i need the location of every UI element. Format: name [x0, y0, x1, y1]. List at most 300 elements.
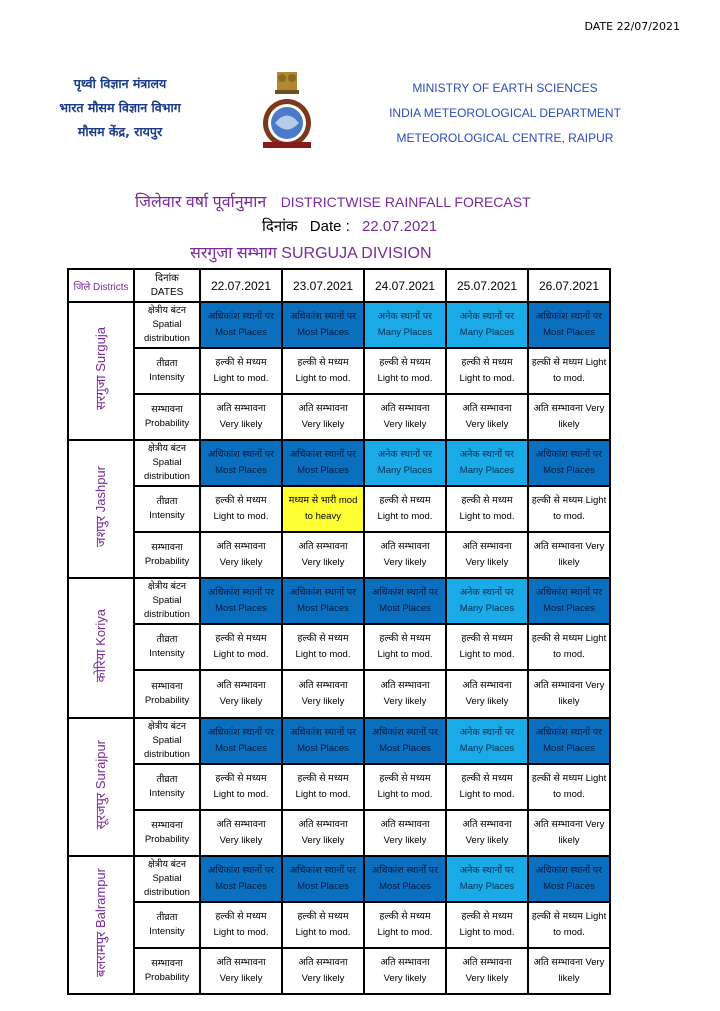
district-name-cell	[68, 718, 134, 856]
row-label-line: सम्भावना	[151, 404, 183, 415]
probability-text-en: Very likely	[301, 557, 345, 568]
district-name-cell	[68, 856, 134, 994]
intensity-cell	[446, 486, 528, 532]
dates-header-english: DATES	[150, 286, 184, 298]
spatial-text-hi: अनेक स्थानों पर	[377, 311, 433, 322]
spatial-text-en: Most Places	[297, 327, 349, 338]
row-label-line: सम्भावना	[151, 958, 183, 969]
row-label-spatial	[134, 302, 200, 348]
spatial-text-hi: अधिकांश स्थानों पर	[207, 311, 275, 322]
row-label-line: तीव्रता	[156, 358, 178, 369]
spatial-text-en: Many Places	[377, 327, 433, 338]
row-label-line: Intensity	[149, 926, 185, 937]
intensity-cell	[200, 764, 282, 810]
intensity-cell	[528, 764, 610, 810]
date-label: Date :	[309, 218, 350, 235]
probability-cell	[282, 394, 364, 440]
probability-cell	[446, 670, 528, 718]
spatial-text-hi: अधिकांश स्थानों पर	[289, 587, 357, 598]
spatial-cell	[200, 302, 282, 348]
row-label-line: distribution	[144, 749, 190, 760]
english-line-department: INDIA METEOROLOGICAL DEPARTMENT	[389, 106, 621, 120]
spatial-text-en: Most Places	[379, 881, 431, 892]
date-value: 22.07.2021	[361, 218, 438, 235]
probability-text-en: Very likely	[465, 973, 509, 984]
probability-text-hi: अति सम्भावना	[216, 957, 266, 968]
row-label-spatial	[134, 718, 200, 764]
intensity-text-hi: हल्की से मध्यम	[215, 911, 267, 922]
row-label-line: Spatial	[152, 735, 182, 746]
imd-emblem-icon	[255, 68, 319, 150]
probability-text-hi: अति सम्भावना	[462, 541, 512, 552]
spatial-text-en: Most Places	[543, 603, 595, 614]
intensity-text-en: to mod.	[553, 373, 585, 384]
intensity-text-en: Light to mod.	[459, 927, 515, 938]
spatial-text-hi: अधिकांश स्थानों पर	[207, 727, 275, 738]
row-label-line: तीव्रता	[156, 496, 178, 507]
district-name: जशपुर Jashpur	[93, 465, 108, 548]
spatial-cell	[364, 440, 446, 486]
probability-cell	[282, 532, 364, 578]
spatial-cell	[446, 718, 528, 764]
probability-cell	[364, 670, 446, 718]
spatial-text-hi: अधिकांश स्थानों पर	[371, 865, 439, 876]
spatial-text-hi: अधिकांश स्थानों पर	[207, 449, 275, 460]
intensity-text-hi: हल्की से मध्यम	[215, 633, 267, 644]
probability-text-hi: अति सम्भावना	[462, 680, 512, 691]
spatial-cell	[364, 578, 446, 624]
probability-cell	[200, 532, 282, 578]
spatial-text-hi: अधिकांश स्थानों पर	[535, 727, 603, 738]
row-label-line: सम्भावना	[151, 681, 183, 692]
intensity-cell	[282, 624, 364, 670]
spatial-text-hi: अधिकांश स्थानों पर	[207, 587, 275, 598]
intensity-cell	[528, 624, 610, 670]
dates-header-hindi: दिनांक	[155, 272, 179, 284]
intensity-text-hi: हल्की से मध्यम	[461, 495, 513, 506]
spatial-text-en: Most Places	[297, 881, 349, 892]
hindi-line-ministry: पृथ्वी विज्ञान मंत्रालय	[73, 76, 167, 91]
intensity-text-hi: हल्की से मध्यम	[215, 495, 267, 506]
intensity-cell	[364, 764, 446, 810]
intensity-cell	[528, 902, 610, 948]
intensity-text-en: Light to mod.	[459, 649, 515, 660]
row-label-line: distribution	[144, 471, 190, 482]
row-label-intensity	[134, 902, 200, 948]
probability-text-hi: अति सम्भावना	[216, 680, 266, 691]
report-date: DATE 22/07/2021	[584, 20, 680, 33]
districts-header: जिले Districts	[68, 269, 134, 302]
probability-text-hi: अति सम्भावना	[216, 541, 266, 552]
probability-text-hi: अति सम्भावना Very	[533, 680, 605, 691]
forecast-row-intensity	[68, 486, 610, 532]
hindi-line-department: भारत मौसम विज्ञान विभाग	[59, 100, 181, 115]
spatial-text-en: Most Places	[543, 465, 595, 476]
row-label-line: तीव्रता	[156, 774, 178, 785]
forecast-row-intensity	[68, 902, 610, 948]
intensity-cell	[200, 902, 282, 948]
spatial-cell	[528, 718, 610, 764]
intensity-cell	[528, 486, 610, 532]
probability-text-hi: अति सम्भावना	[462, 819, 512, 830]
probability-text-hi: अति सम्भावना Very	[533, 403, 605, 414]
spatial-cell	[528, 440, 610, 486]
spatial-text-en: Most Places	[215, 881, 267, 892]
intensity-text-hi: हल्की से मध्यम Light	[531, 773, 607, 784]
probability-text-hi: अति सम्भावना	[462, 957, 512, 968]
spatial-text-hi: अधिकांश स्थानों पर	[371, 587, 439, 598]
spatial-text-en: Many Places	[459, 327, 515, 338]
spatial-text-en: Most Places	[297, 465, 349, 476]
spatial-cell	[200, 578, 282, 624]
intensity-text-hi: हल्की से मध्यम	[379, 911, 431, 922]
intensity-cell	[282, 348, 364, 394]
probability-text-hi: अति सम्भावना	[380, 403, 430, 414]
probability-text-en: Very likely	[465, 419, 509, 430]
intensity-cell	[528, 348, 610, 394]
probability-text-en: likely	[558, 973, 580, 984]
spatial-cell	[528, 302, 610, 348]
row-label-line: Probability	[144, 972, 190, 983]
probability-cell	[364, 394, 446, 440]
probability-cell	[528, 810, 610, 856]
intensity-cell	[200, 624, 282, 670]
row-label-line: Probability	[144, 834, 190, 845]
intensity-text-en: Light to mod.	[377, 649, 433, 660]
row-label-line: Spatial	[152, 319, 182, 330]
district-name: सरगुजा Surguja	[93, 327, 108, 410]
probability-text-hi: अति सम्भावना	[216, 819, 266, 830]
spatial-cell	[528, 578, 610, 624]
intensity-text-en: Light to mod.	[377, 511, 433, 522]
intensity-text-hi: हल्की से मध्यम	[215, 357, 267, 368]
forecast-row-probability	[68, 810, 610, 856]
probability-text-en: likely	[558, 557, 580, 568]
spatial-cell	[282, 718, 364, 764]
spatial-text-en: Many Places	[459, 743, 515, 754]
probability-text-en: Very likely	[383, 419, 427, 430]
english-line-centre: METEOROLOGICAL CENTRE, RAIPUR	[396, 131, 614, 145]
division-title: सरगुजा सम्भाग SURGUJA DIVISION	[190, 245, 432, 262]
probability-text-hi: अति सम्भावना	[380, 680, 430, 691]
probability-text-en: Very likely	[301, 973, 345, 984]
intensity-cell	[282, 764, 364, 810]
probability-text-en: Very likely	[301, 696, 345, 707]
probability-cell	[200, 670, 282, 718]
date-label-hindi: दिनांक	[262, 218, 298, 235]
intensity-text-en: Light to mod.	[377, 373, 433, 384]
english-org-heading	[370, 76, 640, 151]
probability-text-en: Very likely	[383, 557, 427, 568]
intensity-text-hi: हल्की से मध्यम Light	[531, 495, 607, 506]
district-name-cell	[68, 302, 134, 440]
row-label-probability	[134, 394, 200, 440]
row-label-line: Spatial	[152, 457, 182, 468]
spatial-cell	[446, 302, 528, 348]
intensity-text-hi: हल्की से मध्यम Light	[531, 633, 607, 644]
intensity-text-en: Light to mod.	[459, 373, 515, 384]
probability-cell	[528, 394, 610, 440]
spatial-text-hi: अनेक स्थानों पर	[459, 727, 515, 738]
row-label-line: Probability	[144, 418, 190, 429]
intensity-text-en: to mod.	[553, 511, 585, 522]
intensity-text-en: Light to mod.	[213, 511, 269, 522]
probability-cell	[200, 394, 282, 440]
spatial-text-hi: अधिकांश स्थानों पर	[289, 449, 357, 460]
probability-text-en: Very likely	[301, 835, 345, 846]
probability-cell	[446, 810, 528, 856]
spatial-cell	[282, 302, 364, 348]
date-column-header: 25.07.2021	[446, 269, 528, 302]
intensity-text-en: Light to mod.	[295, 789, 351, 800]
row-label-intensity	[134, 486, 200, 532]
forecast-title-hindi: जिलेवार वर्षा पूर्वानुमान	[135, 194, 267, 211]
row-label-line: क्षेत्रीय बंटन	[147, 443, 187, 454]
intensity-cell	[364, 348, 446, 394]
date-column-header: 26.07.2021	[528, 269, 610, 302]
district-name-cell	[68, 578, 134, 718]
row-label-line: सम्भावना	[151, 542, 183, 553]
spatial-text-hi: अधिकांश स्थानों पर	[371, 727, 439, 738]
row-label-line: Probability	[144, 556, 190, 567]
row-label-intensity	[134, 764, 200, 810]
probability-text-en: Very likely	[219, 835, 263, 846]
forecast-row-probability	[68, 670, 610, 718]
row-label-line: क्षेत्रीय बंटन	[147, 721, 187, 732]
date-column-header: 23.07.2021	[282, 269, 364, 302]
district-name: बलरामपुर Balrampur	[93, 868, 108, 977]
intensity-text-hi: मध्यम से भारी mod	[288, 495, 358, 506]
spatial-cell	[282, 440, 364, 486]
forecast-row-spatial	[68, 856, 610, 902]
spatial-text-en: Many Places	[459, 603, 515, 614]
probability-cell	[528, 670, 610, 718]
intensity-cell	[364, 624, 446, 670]
district-name: सूरजपुर Surajpur	[93, 739, 108, 830]
spatial-text-en: Many Places	[377, 465, 433, 476]
forecast-row-spatial	[68, 302, 610, 348]
spatial-cell	[364, 856, 446, 902]
forecast-row-probability	[68, 948, 610, 994]
row-label-probability	[134, 670, 200, 718]
probability-text-en: Very likely	[301, 419, 345, 430]
spatial-text-en: Many Places	[459, 881, 515, 892]
spatial-text-hi: अनेक स्थानों पर	[459, 449, 515, 460]
spatial-cell	[282, 578, 364, 624]
intensity-text-en: Light to mod.	[295, 649, 351, 660]
row-label-line: Intensity	[149, 648, 185, 659]
spatial-cell	[446, 578, 528, 624]
intensity-text-en: Light to mod.	[377, 789, 433, 800]
row-label-intensity	[134, 624, 200, 670]
spatial-cell	[446, 440, 528, 486]
forecast-row-probability	[68, 532, 610, 578]
probability-text-en: likely	[558, 835, 580, 846]
row-label-line: Intensity	[149, 788, 185, 799]
row-label-line: Intensity	[149, 372, 185, 383]
spatial-text-en: Most Places	[379, 603, 431, 614]
intensity-text-en: to mod.	[553, 927, 585, 938]
probability-cell	[282, 670, 364, 718]
probability-text-en: Very likely	[219, 973, 263, 984]
intensity-cell	[364, 902, 446, 948]
intensity-cell	[200, 348, 282, 394]
row-label-line: Spatial	[152, 873, 182, 884]
hindi-line-centre: मौसम केंद्र, रायपुर	[77, 124, 163, 139]
probability-cell	[446, 394, 528, 440]
probability-cell	[200, 810, 282, 856]
probability-cell	[446, 532, 528, 578]
row-label-line: distribution	[144, 609, 190, 620]
probability-text-hi: अति सम्भावना	[380, 541, 430, 552]
probability-text-hi: अति सम्भावना	[298, 957, 348, 968]
probability-text-hi: अति सम्भावना Very	[533, 541, 605, 552]
spatial-text-en: Many Places	[459, 465, 515, 476]
intensity-cell	[200, 486, 282, 532]
spatial-text-en: Most Places	[215, 603, 267, 614]
intensity-text-hi: हल्की से मध्यम Light	[531, 357, 607, 368]
probability-text-en: Very likely	[219, 557, 263, 568]
intensity-text-en: to heavy	[305, 511, 341, 522]
spatial-text-en: Most Places	[215, 465, 267, 476]
probability-cell	[282, 948, 364, 994]
intensity-cell	[446, 764, 528, 810]
probability-text-en: Very likely	[465, 696, 509, 707]
row-label-probability	[134, 810, 200, 856]
table-header-row	[68, 269, 610, 302]
row-label-line: Spatial	[152, 595, 182, 606]
intensity-text-hi: हल्की से मध्यम	[297, 357, 349, 368]
forecast-row-intensity	[68, 764, 610, 810]
probability-cell	[528, 532, 610, 578]
forecast-row-probability	[68, 394, 610, 440]
spatial-text-hi: अधिकांश स्थानों पर	[289, 311, 357, 322]
intensity-text-en: Light to mod.	[377, 927, 433, 938]
row-label-spatial	[134, 856, 200, 902]
probability-text-en: Very likely	[219, 696, 263, 707]
intensity-text-en: Light to mod.	[213, 649, 269, 660]
spatial-text-hi: अधिकांश स्थानों पर	[535, 311, 603, 322]
spatial-text-hi: अधिकांश स्थानों पर	[289, 727, 357, 738]
row-label-line: तीव्रता	[156, 634, 178, 645]
intensity-text-hi: हल्की से मध्यम	[461, 773, 513, 784]
probability-text-en: Very likely	[383, 696, 427, 707]
row-label-line: क्षेत्रीय बंटन	[147, 305, 187, 316]
forecast-row-intensity	[68, 624, 610, 670]
forecast-row-spatial	[68, 440, 610, 486]
spatial-text-hi: अधिकांश स्थानों पर	[289, 865, 357, 876]
row-label-line: क्षेत्रीय बंटन	[147, 581, 187, 592]
probability-text-en: Very likely	[383, 835, 427, 846]
intensity-text-en: Light to mod.	[213, 373, 269, 384]
row-label-line: distribution	[144, 333, 190, 344]
probability-text-hi: अति सम्भावना Very	[533, 957, 605, 968]
forecast-title	[135, 190, 531, 212]
date-column-header: 22.07.2021	[200, 269, 282, 302]
dates-header	[134, 269, 200, 302]
spatial-text-hi: अनेक स्थानों पर	[459, 587, 515, 598]
probability-text-hi: अति सम्भावना	[298, 403, 348, 414]
spatial-text-en: Most Places	[543, 327, 595, 338]
forecast-row-intensity	[68, 348, 610, 394]
spatial-cell	[200, 856, 282, 902]
probability-text-en: likely	[558, 419, 580, 430]
probability-cell	[200, 948, 282, 994]
spatial-text-hi: अधिकांश स्थानों पर	[535, 587, 603, 598]
spatial-text-en: Most Places	[379, 743, 431, 754]
probability-text-en: Very likely	[465, 557, 509, 568]
probability-cell	[528, 948, 610, 994]
row-label-line: Intensity	[149, 510, 185, 521]
intensity-text-en: Light to mod.	[459, 789, 515, 800]
probability-cell	[282, 810, 364, 856]
intensity-cell	[364, 486, 446, 532]
spatial-cell	[200, 718, 282, 764]
probability-cell	[364, 532, 446, 578]
spatial-cell	[528, 856, 610, 902]
probability-text-hi: अति सम्भावना Very	[533, 819, 605, 830]
forecast-table	[67, 268, 611, 995]
intensity-text-en: Light to mod.	[213, 789, 269, 800]
row-label-spatial	[134, 578, 200, 624]
english-line-ministry: MINISTRY OF EARTH SCIENCES	[412, 81, 598, 95]
probability-text-hi: अति सम्भावना	[298, 541, 348, 552]
spatial-text-hi: अनेक स्थानों पर	[377, 449, 433, 460]
spatial-text-hi: अधिकांश स्थानों पर	[207, 865, 275, 876]
spatial-text-hi: अधिकांश स्थानों पर	[535, 449, 603, 460]
intensity-text-hi: हल्की से मध्यम	[461, 633, 513, 644]
intensity-text-en: Light to mod.	[295, 927, 351, 938]
row-label-line: क्षेत्रीय बंटन	[147, 859, 187, 870]
intensity-text-hi: हल्की से मध्यम	[215, 773, 267, 784]
row-label-spatial	[134, 440, 200, 486]
forecast-table-body	[68, 302, 610, 994]
probability-text-hi: अति सम्भावना	[298, 680, 348, 691]
date-column-header: 24.07.2021	[364, 269, 446, 302]
row-label-line: Probability	[144, 695, 190, 706]
probability-text-hi: अति सम्भावना	[462, 403, 512, 414]
intensity-text-en: to mod.	[553, 789, 585, 800]
spatial-text-en: Most Places	[215, 743, 267, 754]
probability-text-en: Very likely	[465, 835, 509, 846]
intensity-cell	[446, 348, 528, 394]
intensity-text-en: to mod.	[553, 649, 585, 660]
probability-cell	[446, 948, 528, 994]
spatial-cell	[364, 302, 446, 348]
row-label-probability	[134, 948, 200, 994]
row-label-line: distribution	[144, 887, 190, 898]
probability-text-en: Very likely	[219, 419, 263, 430]
intensity-text-en: Light to mod.	[459, 511, 515, 522]
row-label-probability	[134, 532, 200, 578]
probability-text-hi: अति सम्भावना	[298, 819, 348, 830]
forecast-date-line	[262, 216, 437, 236]
spatial-cell	[200, 440, 282, 486]
intensity-text-hi: हल्की से मध्यम	[297, 773, 349, 784]
forecast-row-spatial	[68, 578, 610, 624]
row-label-intensity	[134, 348, 200, 394]
district-name-cell	[68, 440, 134, 578]
probability-text-hi: अति सम्भावना	[380, 819, 430, 830]
spatial-text-hi: अधिकांश स्थानों पर	[535, 865, 603, 876]
intensity-text-hi: हल्की से मध्यम	[379, 773, 431, 784]
row-label-line: सम्भावना	[151, 820, 183, 831]
spatial-text-en: Most Places	[543, 743, 595, 754]
probability-cell	[364, 948, 446, 994]
intensity-text-hi: हल्की से मध्यम	[379, 633, 431, 644]
row-label-line: तीव्रता	[156, 912, 178, 923]
spatial-text-hi: अनेक स्थानों पर	[459, 865, 515, 876]
